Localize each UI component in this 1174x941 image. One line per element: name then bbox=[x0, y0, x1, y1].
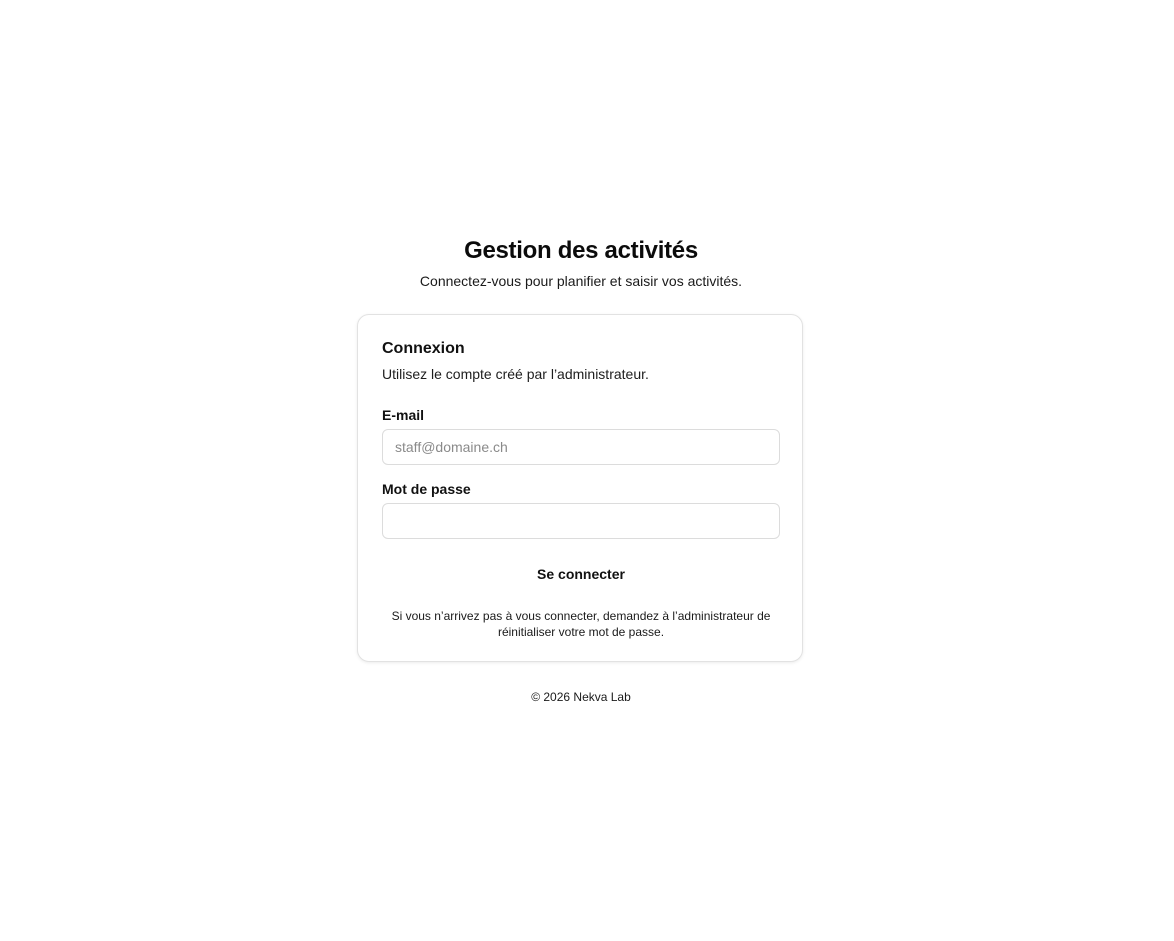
page-header bbox=[0, 236, 1162, 290]
card-title: Connexion bbox=[382, 340, 465, 357]
login-button[interactable]: Se connecter bbox=[382, 557, 780, 591]
card-description: Utilisez le compte créé par l’administrateur. bbox=[382, 366, 649, 382]
footer-copyright: © 2026 Nekva Lab bbox=[531, 690, 631, 704]
login-card bbox=[357, 314, 803, 662]
page-title: Gestion des activités bbox=[464, 237, 698, 264]
help-text: Si vous n’arrivez pas à vous connecter, demandez à l’administrateur de réinitialiser votre mot de passe. bbox=[391, 609, 771, 639]
password-field[interactable] bbox=[382, 503, 780, 539]
email-label: E-mail bbox=[382, 407, 425, 423]
password-label: Mot de passe bbox=[382, 481, 471, 497]
page-subtitle: Connectez-vous pour planifier et saisir vos activités. bbox=[419, 273, 743, 289]
email-field[interactable] bbox=[382, 429, 780, 465]
